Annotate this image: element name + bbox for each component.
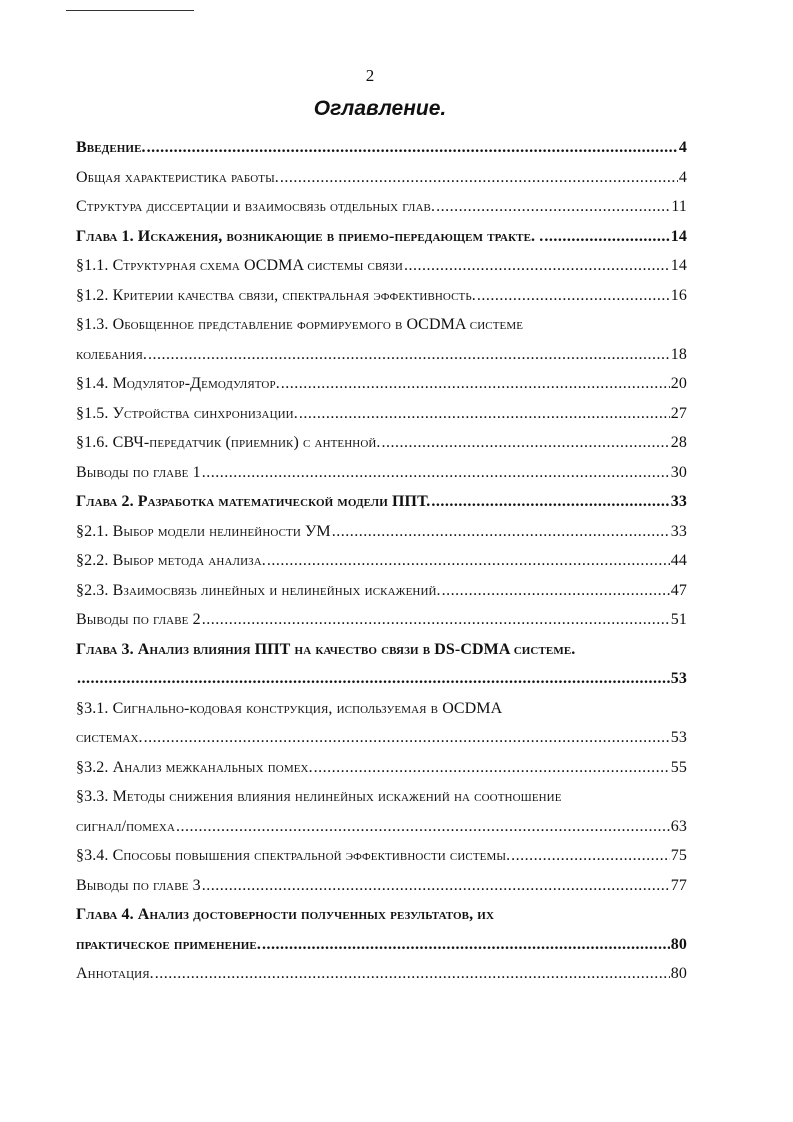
- toc-entry-page: 14: [670, 227, 687, 245]
- dot-leader: [431, 491, 669, 513]
- toc-entry-page: 55: [670, 758, 687, 776]
- toc-entry[interactable]: [76, 255, 687, 285]
- dot-leader: [202, 609, 670, 631]
- toc-entry[interactable]: [76, 373, 687, 403]
- toc-entry-title: Выводы по главе 3: [76, 876, 201, 894]
- toc-entry[interactable]: [76, 196, 687, 226]
- toc-entry-first-line[interactable]: Глава 3. Анализ влияния ППТ на качество связи в DS-CDMA системе.: [76, 640, 576, 658]
- toc-entry-title: §3.2. Анализ межканальных помех.: [76, 758, 313, 776]
- toc-entry[interactable]: [76, 580, 687, 610]
- dot-leader: [314, 757, 670, 779]
- toc-entry-page: 44: [670, 552, 687, 569]
- toc-entry-title: Выводы по главе 1: [76, 463, 201, 481]
- toc-entry[interactable]: [76, 432, 687, 462]
- toc-entry[interactable]: [76, 727, 687, 757]
- toc-entry-first-line[interactable]: §3.1. Сигнально-кодовая конструкция, используемая в OCDMA: [76, 699, 503, 717]
- toc-entry-title: §1.6. СВЧ-передатчик (приемник) с антенной.: [76, 434, 381, 451]
- toc-entry-page: 51: [670, 611, 687, 628]
- toc-entry-page: 20: [670, 375, 687, 392]
- toc-entry-page: 4: [678, 139, 687, 156]
- toc-entry-page: 11: [671, 198, 687, 215]
- toc-entry-page: 30: [670, 463, 687, 481]
- toc-entry-page: 16: [670, 286, 687, 304]
- dot-leader: [544, 226, 669, 248]
- toc-entry-title: §1.5. Устройства синхронизации.: [76, 404, 298, 422]
- toc-entry-title: §1.1. Структурная схема OCDMA системы связи: [76, 257, 403, 274]
- toc-entry[interactable]: [76, 491, 687, 521]
- toc-entry-title: Глава 2. Разработка математической модели ППТ.: [76, 493, 431, 510]
- toc-entry-first-line[interactable]: §1.3. Обобщенное представление формируемого в OCDMA системе: [76, 316, 524, 333]
- toc-entry-page: 4: [678, 168, 687, 186]
- toc-entry-page: 77: [670, 876, 687, 894]
- toc-entry[interactable]: [76, 462, 687, 492]
- dot-leader: [144, 727, 670, 749]
- toc-entry[interactable]: [76, 167, 687, 197]
- toc-entry[interactable]: [76, 344, 687, 374]
- toc-entry-page: 28: [670, 434, 687, 451]
- toc-entry-first-line[interactable]: §3.3. Методы снижения влияния нелинейных искажений на соотношение: [76, 788, 562, 805]
- toc-entry-page: 80: [670, 935, 687, 953]
- toc-entry-page: 14: [670, 257, 687, 274]
- dot-leader: [442, 580, 670, 602]
- toc-entry[interactable]: [76, 137, 687, 167]
- toc-entry-page: 18: [670, 345, 687, 363]
- toc-entry[interactable]: [76, 816, 687, 846]
- toc-entry-page: 63: [670, 817, 687, 835]
- toc-entry[interactable]: [76, 403, 687, 433]
- page-number: 2: [365, 66, 375, 85]
- toc-entry-title: §2.3. Взаимосвязь линейных и нелинейных искажений.: [76, 581, 441, 599]
- dot-leader: [202, 875, 670, 897]
- dot-leader: [404, 255, 670, 277]
- dot-leader: [299, 403, 670, 425]
- toc-entry[interactable]: [76, 757, 687, 787]
- top-rule: [66, 10, 194, 11]
- toc-entry-title: §1.4. Модулятор-Демодулятор.: [76, 375, 280, 392]
- dot-leader: [148, 344, 670, 366]
- toc-entry-title: §1.2. Критерии качества связи, спектральная эффективность.: [76, 286, 476, 304]
- table-of-contents: [76, 137, 687, 993]
- toc-entry-page: 80: [670, 965, 687, 982]
- toc-entry-page: 47: [670, 581, 687, 599]
- toc-entry-title: Глава 1. Искажения, возникающие в приемо-передающем тракте. .: [76, 227, 544, 245]
- toc-entry-page: 27: [670, 404, 687, 422]
- toc-entry[interactable]: [76, 609, 687, 639]
- dot-leader: [202, 462, 670, 484]
- toc-entry[interactable]: [76, 668, 687, 698]
- toc-entry-title: §2.1. Выбор модели нелинейности УМ: [76, 522, 331, 540]
- dot-leader: [280, 167, 678, 189]
- toc-entry-first-line[interactable]: Глава 4. Анализ достоверности полученных результатов, их: [76, 906, 494, 923]
- toc-entry-page: 33: [670, 493, 687, 510]
- dot-leader: [77, 668, 670, 690]
- toc-entry[interactable]: [76, 934, 687, 964]
- toc-entry[interactable]: [76, 226, 687, 256]
- dot-leader: [382, 432, 670, 454]
- toc-entry[interactable]: [76, 845, 687, 875]
- toc-entry-title: системах.: [76, 729, 143, 746]
- dot-leader: [477, 285, 670, 307]
- dot-leader: [436, 196, 670, 218]
- toc-entry-page: 33: [670, 522, 687, 540]
- toc-entry-title: Общая характеристика работы.: [76, 168, 279, 186]
- toc-entry-title: Структура диссертации и взаимосвязь отдельных глав.: [76, 198, 436, 215]
- dot-leader: [262, 934, 670, 956]
- toc-entry-title: Введение.: [76, 139, 146, 156]
- toc-entry[interactable]: [76, 521, 687, 551]
- toc-entry-title: Выводы по главе 2: [76, 611, 201, 628]
- toc-entry-page: 75: [670, 847, 687, 864]
- dot-leader: [155, 963, 670, 985]
- toc-entry[interactable]: [76, 285, 687, 315]
- dot-leader: [147, 137, 678, 159]
- dot-leader: [511, 845, 670, 867]
- dot-leader: [281, 373, 670, 395]
- toc-entry-title: сигнал/помеха: [76, 817, 176, 835]
- toc-entry-title: §3.4. Способы повышения спектральной эффективности системы.: [76, 847, 511, 864]
- toc-title: Оглавление.: [313, 97, 447, 120]
- toc-entry-title: колебания.: [76, 345, 147, 363]
- toc-entry[interactable]: [76, 550, 687, 580]
- toc-entry-title: Аннотация.: [76, 965, 154, 982]
- dot-leader: [332, 521, 670, 543]
- toc-entry-title: практическое применение.: [76, 935, 261, 953]
- toc-entry-title: §2.2. Выбор метода анализа.: [76, 552, 266, 569]
- toc-entry[interactable]: [76, 963, 687, 993]
- dot-leader: [176, 816, 670, 838]
- toc-entry-page: 53: [670, 729, 687, 746]
- toc-entry-page: 53: [670, 670, 687, 687]
- dot-leader: [267, 550, 670, 572]
- toc-entry[interactable]: [76, 875, 687, 905]
